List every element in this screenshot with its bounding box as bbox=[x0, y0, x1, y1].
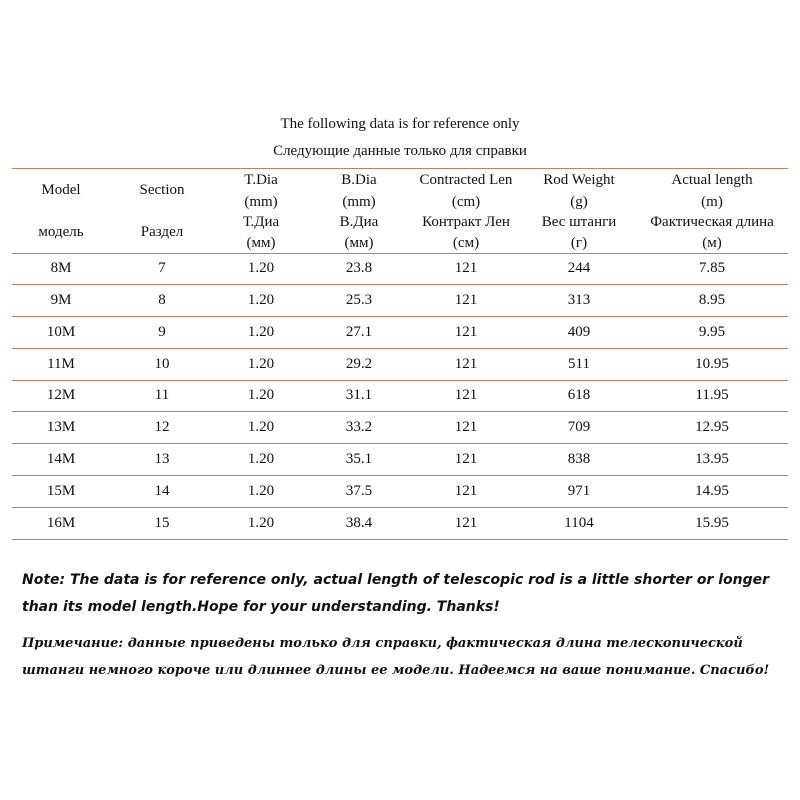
table-cell: 1.20 bbox=[247, 387, 275, 403]
table-cell: 38.4 bbox=[345, 515, 373, 531]
table-cell: 121 bbox=[454, 292, 478, 308]
table-cell: 1.20 bbox=[247, 356, 275, 372]
table-cell: 121 bbox=[454, 515, 478, 531]
header-en-unit-label: (g) bbox=[570, 194, 588, 210]
table-cell: 838 bbox=[567, 451, 591, 467]
header-ru-label: Контракт Лен bbox=[422, 214, 510, 230]
table-row-rule bbox=[12, 380, 788, 381]
table-top-rule bbox=[12, 168, 788, 169]
table-cell: 121 bbox=[454, 356, 478, 372]
table-row-rule bbox=[12, 284, 788, 285]
table-row-rule bbox=[12, 539, 788, 540]
header-en-label: T.Dia bbox=[244, 172, 278, 188]
table-cell: 1.20 bbox=[247, 483, 275, 499]
table-cell: 709 bbox=[567, 419, 591, 435]
table-cell: 29.2 bbox=[345, 356, 373, 372]
table-row-rule bbox=[12, 411, 788, 412]
table-cell: 10M bbox=[46, 324, 76, 340]
header-ru-unit-label: (см) bbox=[452, 235, 480, 251]
note-en: Note: The data is for reference only, actual length of telescopic rod is a little shorter or longer than its model length.Hope for your understanding. Thanks! bbox=[22, 572, 770, 615]
header-ru-label: В.Диа bbox=[339, 214, 379, 230]
header-ru-label: Фактическая длина bbox=[650, 214, 774, 230]
table-row-rule bbox=[12, 443, 788, 444]
note-ru: Примечание: данные приведены только для справки, фактическая длина телескопической штанги немного короче или длиннее длины ее модели. Надеемся на ваше понимание. Спасибо! bbox=[22, 636, 770, 678]
table-cell: 23.8 bbox=[345, 260, 373, 276]
table-cell: 121 bbox=[454, 260, 478, 276]
table-row-rule bbox=[12, 475, 788, 476]
header-ru-label: модель bbox=[38, 224, 84, 240]
table-cell: 25.3 bbox=[345, 292, 373, 308]
table-cell: 35.1 bbox=[345, 451, 373, 467]
table-cell: 8M bbox=[50, 260, 72, 276]
header-en-label: Actual length bbox=[671, 172, 753, 188]
header-en-unit-label: (cm) bbox=[451, 194, 481, 210]
table-cell: 11M bbox=[47, 356, 75, 372]
table-row-rule bbox=[12, 253, 788, 254]
table-cell: 13.95 bbox=[695, 451, 729, 467]
table-cell: 1.20 bbox=[247, 260, 275, 276]
table-cell: 121 bbox=[454, 387, 478, 403]
header-ru-label: Вес штанги bbox=[541, 214, 617, 230]
table-cell: 10 bbox=[154, 356, 170, 372]
table-cell: 14 bbox=[154, 483, 170, 499]
header-en-unit-label: (m) bbox=[701, 194, 723, 210]
table-row-rule bbox=[12, 348, 788, 349]
table-cell: 244 bbox=[567, 260, 591, 276]
header-ru-unit-label: (мм) bbox=[344, 235, 374, 251]
table-cell: 33.2 bbox=[345, 419, 373, 435]
table-row-rule bbox=[12, 316, 788, 317]
table-cell: 7.85 bbox=[698, 260, 726, 276]
header-ru-unit-label: (г) bbox=[570, 235, 588, 251]
table-cell: 1.20 bbox=[247, 324, 275, 340]
table-cell: 10.95 bbox=[695, 356, 729, 372]
table-cell: 13 bbox=[154, 451, 170, 467]
header-en-label: Section bbox=[139, 182, 185, 198]
header-en-label: Model bbox=[41, 182, 81, 198]
table-cell: 121 bbox=[454, 451, 478, 467]
table-cell: 9M bbox=[50, 292, 72, 308]
header-en-label: Contracted Len bbox=[419, 172, 513, 188]
header-en-label: B.Dia bbox=[341, 172, 377, 188]
table-cell: 14M bbox=[46, 451, 76, 467]
table-cell: 511 bbox=[568, 356, 590, 372]
table-cell: 409 bbox=[567, 324, 591, 340]
header-en-unit-label: (mm) bbox=[244, 194, 278, 210]
table-cell: 121 bbox=[454, 324, 478, 340]
table-cell: 1.20 bbox=[247, 515, 275, 531]
table-row-rule bbox=[12, 507, 788, 508]
table-cell: 618 bbox=[567, 387, 591, 403]
table-cell: 12 bbox=[154, 419, 170, 435]
table-cell: 1.20 bbox=[247, 419, 275, 435]
header-ru-label: Раздел bbox=[140, 224, 184, 240]
table-cell: 1104 bbox=[564, 515, 594, 531]
table-cell: 7 bbox=[158, 260, 166, 276]
table-cell: 15 bbox=[154, 515, 170, 531]
table-cell: 27.1 bbox=[345, 324, 373, 340]
table-cell: 14.95 bbox=[695, 483, 729, 499]
table-cell: 12M bbox=[46, 387, 76, 403]
header-en-label: Rod Weight bbox=[543, 172, 615, 188]
table-cell: 121 bbox=[454, 419, 478, 435]
table-cell: 8 bbox=[158, 292, 166, 308]
table-cell: 37.5 bbox=[345, 483, 373, 499]
table-cell: 31.1 bbox=[345, 387, 373, 403]
table-cell: 16M bbox=[46, 515, 76, 531]
header-ru-label: Т.Диа bbox=[242, 214, 280, 230]
table-cell: 15M bbox=[46, 483, 76, 499]
table-cell: 121 bbox=[454, 483, 478, 499]
table-cell: 13M bbox=[46, 419, 76, 435]
header-en-unit-label: (mm) bbox=[342, 194, 376, 210]
table-cell: 1.20 bbox=[247, 451, 275, 467]
header-ru-unit-label: (мм) bbox=[246, 235, 276, 251]
table-cell: 1.20 bbox=[247, 292, 275, 308]
table-cell: 971 bbox=[567, 483, 591, 499]
table-cell: 12.95 bbox=[695, 419, 729, 435]
header-ru-unit-label: (м) bbox=[702, 235, 722, 251]
table-cell: 9 bbox=[158, 324, 166, 340]
table-cell: 313 bbox=[567, 292, 591, 308]
table-title-ru: Следующие данные только для справки bbox=[273, 143, 527, 159]
table-cell: 9.95 bbox=[698, 324, 726, 340]
table-title-en: The following data is for reference only bbox=[280, 116, 520, 132]
table-cell: 15.95 bbox=[695, 515, 729, 531]
table-cell: 11 bbox=[154, 387, 170, 403]
table-cell: 11.95 bbox=[695, 387, 729, 403]
table-cell: 8.95 bbox=[698, 292, 726, 308]
